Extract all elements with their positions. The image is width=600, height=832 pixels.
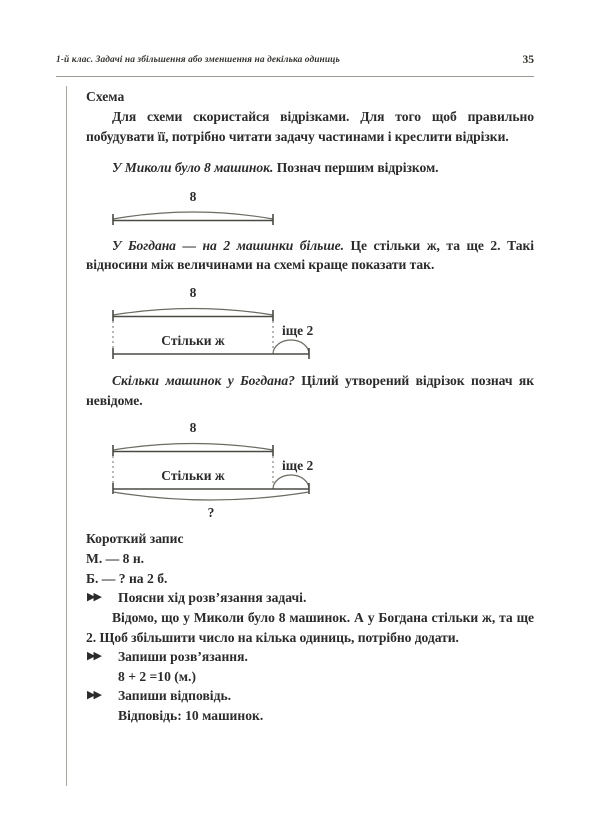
- diagram-3-extra-arc: [273, 475, 309, 489]
- spacer: [86, 226, 534, 236]
- paragraph-mykola-rest: Познач першим відрізком.: [273, 160, 439, 176]
- diagram-3-bottom-label: ?: [207, 505, 215, 519]
- diagram-3-extra-label: іще 2: [282, 458, 314, 474]
- final-answer: Відповідь: 10 машинок.: [118, 707, 264, 723]
- spacer: [86, 146, 534, 158]
- paragraph-intro: Для схеми скористайся відрізками. Для того щоб правильно побудувати її, потрібно читати задачу частинами і креслити відрізки.: [86, 109, 534, 144]
- paragraph-mykola-italic: У Миколи було 8 машинок.: [112, 160, 274, 176]
- running-head-title: 1-й клас. Задачі на збільшення або зменшення на декілька одиниць: [56, 55, 340, 65]
- task-write-solution-label: Запиши розв’язання.: [118, 649, 248, 665]
- diagram-2-extra-arc: [273, 340, 309, 354]
- diagram-3-svg: [86, 418, 386, 518]
- short-note-heading: Короткий запис: [86, 531, 184, 547]
- paragraph-question: [86, 371, 534, 410]
- paragraph-bohdan-italic: У Богдана — на 2 машинки більше.: [112, 237, 344, 253]
- diagram-3-whole-arc: [113, 492, 309, 500]
- section-heading: Схема: [86, 89, 125, 104]
- running-head: [56, 55, 534, 73]
- diagram-2-extra-label: іще 2: [282, 322, 314, 338]
- diagram-comparison-unknown: [86, 418, 534, 518]
- paragraph-mykola: [86, 158, 534, 178]
- margin-rule: [66, 86, 67, 786]
- diagram-3-top-arc: [113, 444, 273, 451]
- short-note-line-bohdan: Б. — ? на 2 б.: [86, 570, 168, 586]
- diagram-segment-eight: [86, 184, 534, 226]
- diagram-1-arc: [113, 212, 273, 219]
- spacer: [86, 518, 534, 530]
- double-arrow-icon: ▶▶: [87, 650, 100, 663]
- double-arrow-icon: ▶▶: [87, 591, 100, 604]
- diagram-3-top-label: 8: [189, 420, 197, 436]
- diagram-2-top-label: 8: [189, 284, 197, 300]
- paragraph-bohdan: [86, 236, 534, 275]
- task-write-answer: [86, 686, 534, 706]
- diagram-1-top-label: 8: [189, 188, 197, 204]
- short-note-line-mykola: М. — 8 н.: [86, 551, 145, 567]
- page-body: [86, 88, 534, 726]
- diagram-3-inside-label: Стільки ж: [161, 468, 225, 484]
- paragraph-question-rest: Цілий утворений відрізок познач як невідоме.: [86, 372, 534, 408]
- diagram-comparison: [86, 283, 534, 361]
- paragraph-question-italic: Скільки машинок у Богдана?: [112, 372, 295, 388]
- header-divider: [56, 76, 534, 77]
- page-number: 35: [522, 54, 534, 66]
- task-write-answer-label: Запиши відповідь.: [118, 688, 232, 704]
- task-explain-label: Поясни хід розв’язання задачі.: [118, 590, 307, 606]
- diagram-2-svg: [86, 283, 386, 361]
- diagram-2-top-arc: [113, 308, 273, 315]
- paragraph-bohdan-rest: Це стільки ж, та ще 2. Такі відносини між величинами на схемі краще показати так.: [86, 237, 534, 273]
- double-arrow-icon: ▶▶: [87, 689, 100, 702]
- diagram-1-svg: [86, 184, 386, 226]
- paragraph-explanation: Відомо, що у Миколи було 8 машинок. А у Богдана стільки ж, та ще 2. Щоб збільшити число на кілька одиниць, потрібно додати.: [86, 609, 534, 645]
- solution-equation: 8 + 2 =10 (м.): [118, 668, 196, 684]
- diagram-2-inside-label: Стільки ж: [161, 332, 225, 348]
- task-write-solution: [86, 647, 534, 667]
- spacer: [86, 361, 534, 371]
- task-explain: [86, 588, 534, 608]
